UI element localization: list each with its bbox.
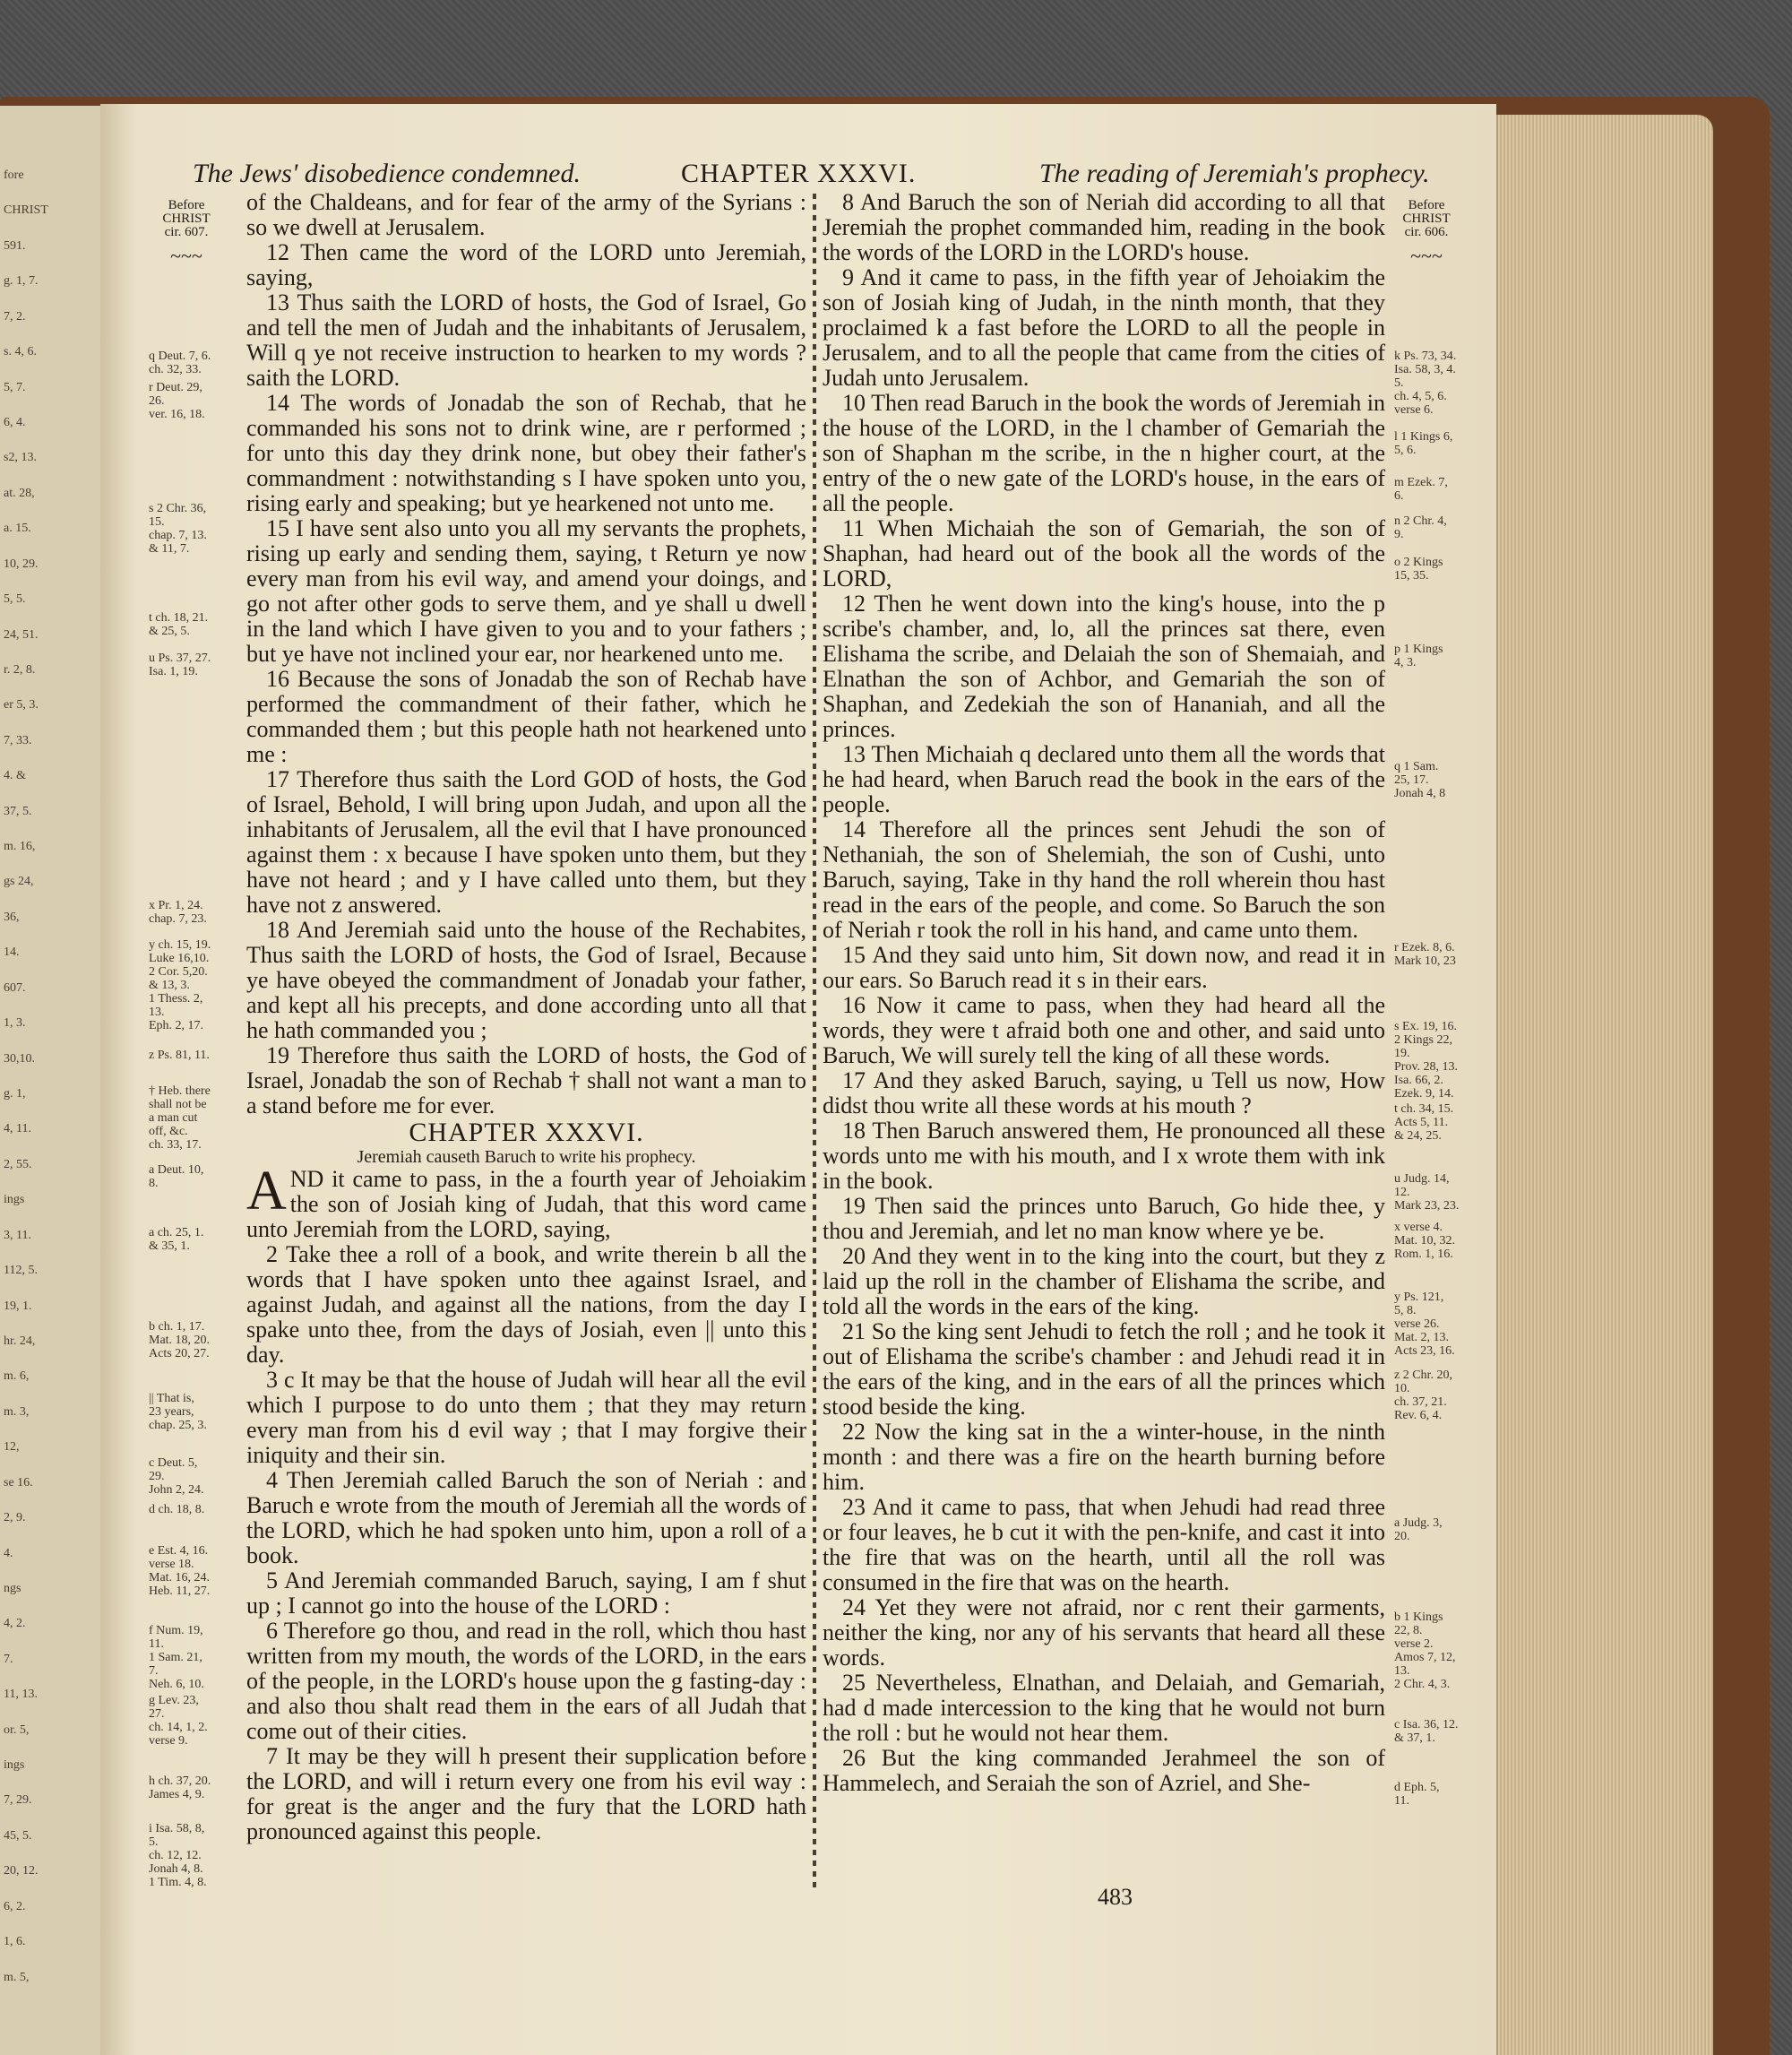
margin-reference: c Isa. 36, 12. & 37, 1. xyxy=(1394,1718,1459,1745)
margin-reference: l 1 Kings 6, 5, 6. xyxy=(1394,430,1453,457)
margin-reference: r Ezek. 8, 6. Mark 10, 23 xyxy=(1394,941,1456,968)
verse: 25 Nevertheless, Elnathan, and Delaiah, and Gemariah, had d made intercession to the king that he would not burn the roll : but he would not hear them. xyxy=(823,1670,1385,1746)
left-page-fragment: s2, 13. xyxy=(4,451,37,465)
verse: 11 When Michaiah the son of Gemariah, the son of Shaphan, had heard out of the book all the words of the LORD, xyxy=(823,515,1385,591)
verse: 14 The words of Jonadab the son of Rechab, that he commanded his sons not to drink wine, are r performed ; for unto this day they drink none, but obey their father's commandment : notwithstanding s I have spoken unto you, rising early and speaking; but ye hearkened not unto me. xyxy=(246,390,806,516)
flourish-ornament: ~~~ xyxy=(1410,245,1443,267)
margin-reference: a ch. 25, 1. & 35, 1. xyxy=(149,1226,204,1253)
verse: 16 Because the sons of Jonadab the son of Rechab have performed the commandment of their father, which he commanded them ; but this people hath not hearkened unto me : xyxy=(246,666,806,767)
left-page-fragment: 1, 6. xyxy=(4,1935,26,1949)
left-page-fragment: er 5, 3. xyxy=(4,698,39,712)
margin-reference: c Deut. 5, 29. John 2, 24. xyxy=(149,1456,204,1497)
verse-text: ND it came to pass, in the a fourth year of Jehoiakim the son of Josiah king of Judah, that this word came unto Jeremiah from the LORD, saying, xyxy=(246,1166,806,1242)
verse: 14 Therefore all the princes sent Jehudi the son of Nethaniah, the son of Shelemiah, the son of Cushi, unto Baruch, saying, Take in thy hand the roll wherein thou hast read in the ears of the people, and come. So Baruch the son of Neriah r took the roll in his hand, and came unto them. xyxy=(823,816,1385,943)
margin-reference: t ch. 34, 15. Acts 5, 11. & 24, 25. xyxy=(1394,1102,1454,1143)
left-page-fragment: ings xyxy=(4,1758,25,1773)
margin-head-christ: CHRIST xyxy=(162,212,211,226)
left-page-fragment: 6, 4. xyxy=(4,415,26,429)
verse: 2 Take thee a roll of a book, and write therein b all the words that I have spoken unto thee against Israel, and against Judah, and against all the nations, from the day I spake unto thee, from the days of Josiah, even || unto this day. xyxy=(246,1241,806,1368)
verse: 7 It may be they will h present their supplication before the LORD, and will i return every one from his evil way : for great is the anger and the fury that the LORD hath pronounced against this people. xyxy=(246,1743,806,1844)
margin-head-before: Before xyxy=(1408,198,1445,212)
verse: of the Chaldeans, and for fear of the army of the Syrians : so we dwell at Jerusalem. xyxy=(246,189,806,240)
left-page-fragment: 3, 11. xyxy=(4,1228,31,1242)
chapter-summary: Jeremiah causeth Baruch to write his prophecy. xyxy=(357,1147,696,1167)
margin-reference: p 1 Kings 4, 3. xyxy=(1394,643,1443,669)
margin-reference: † Heb. there shall not be a man cut off, &c. ch. 33, 17. xyxy=(149,1084,211,1152)
margin-reference: t ch. 18, 21. & 25, 5. xyxy=(149,611,209,638)
margin-reference: x Pr. 1, 24. chap. 7, 23. xyxy=(149,899,207,926)
margin-reference: e Est. 4, 16. verse 18. Mat. 16, 24. Heb. 11, 27. xyxy=(149,1544,211,1598)
left-page-fragment: 30,10. xyxy=(4,1051,35,1066)
margin-head-date: cir. 607. xyxy=(164,225,209,239)
left-page-fragment: 112, 5. xyxy=(4,1264,38,1278)
margin-reference: i Isa. 58, 8, 5. ch. 12, 12. Jonah 4, 8. 1 Tim. 4, 8. xyxy=(149,1822,207,1889)
left-page-fragment: 7, 33. xyxy=(4,733,32,747)
margin-reference: u Ps. 37, 27. Isa. 1, 19. xyxy=(149,652,211,678)
drop-cap: A xyxy=(246,1161,287,1222)
verse: 16 Now it came to pass, when they had heard all the words, they were t afraid both one and other, and said unto Baruch, We will surely tell the king of all these words. xyxy=(823,992,1385,1068)
left-page-fragment: 5, 7. xyxy=(4,380,26,394)
column-divider xyxy=(813,194,816,1887)
left-page-fragment: 1, 3. xyxy=(4,1016,26,1031)
margin-reference: m Ezek. 7, 6. xyxy=(1394,476,1448,503)
left-page-fragment: ings xyxy=(4,1193,25,1207)
verse: 12 Then came the word of the LORD unto Jeremiah, saying, xyxy=(246,239,806,290)
left-page-fragment: s. 4, 6. xyxy=(4,345,37,359)
left-page-fragment: gs 24, xyxy=(4,875,34,889)
left-page-fragment: 10, 29. xyxy=(4,557,39,571)
left-page-fragment: hr. 24, xyxy=(4,1334,36,1348)
margin-reference: d Eph. 5, 11. xyxy=(1394,1781,1440,1808)
verse: 4 Then Jeremiah called Baruch the son of Neriah : and Baruch e wrote from the mouth of Jeremiah all the words of the LORD, which he had spoken unto him, upon a roll of a book. xyxy=(246,1467,806,1568)
verse: 5 And Jeremiah commanded Baruch, saying, I am f shut up ; I cannot go into the house of the LORD : xyxy=(246,1567,806,1619)
left-page-fragment: at. 28, xyxy=(4,486,35,500)
left-page-fragment: m. 5, xyxy=(4,1970,30,1984)
margin-reference: z 2 Chr. 20, 10. ch. 37, 21. Rev. 6, 4. xyxy=(1394,1369,1452,1422)
margin-reference: s Ex. 19, 16. 2 Kings 22, 19. Prov. 28, 13. Isa. 66, 2. Ezek. 9, 14. xyxy=(1394,1020,1459,1101)
verse: 24 Yet they were not afraid, nor c rent their garments, neither the king, nor any of his servants that heard all these words. xyxy=(823,1594,1385,1671)
left-page-fragment: m. 16, xyxy=(4,840,36,854)
left-page-fragment: 7, 29. xyxy=(4,1793,32,1808)
margin-head-before: Before xyxy=(168,198,205,212)
margin-reference: a Judg. 3, 20. xyxy=(1394,1516,1443,1543)
verse: 9 And it came to pass, in the fifth year of Jehoiakim the son of Josiah king of Judah, in the ninth month, that they proclaimed k a fast before the LORD to all the people in Jerusalem, and to all the people that came from the cities of Judah unto Jerusalem. xyxy=(823,264,1385,391)
verse: 23 And it came to pass, that when Jehudi had read three or four leaves, he b cut it with the pen-knife, and cast it into the fire that was on the hearth, until all the roll was consumed in the fire that was on the hearth. xyxy=(823,1494,1385,1595)
verse: 10 Then read Baruch in the book the words of Jeremiah in the house of the LORD, in the l chamber of Gemariah the son of Shaphan m the scribe, in the n higher court, at the entry of the o new gate of the LORD's house, in the ears of all the people. xyxy=(823,390,1385,516)
left-page-fragment: 14. xyxy=(4,945,20,960)
left-page-fragment: 6, 2. xyxy=(4,1899,26,1913)
margin-head-right xyxy=(1391,199,1462,239)
text-column-right xyxy=(823,190,1385,1796)
header-center: CHAPTER XXXVI. xyxy=(681,159,917,188)
left-page-fragment: ngs xyxy=(4,1581,22,1595)
verse: 8 And Baruch the son of Neriah did according to all that Jeremiah the prophet commanded him, reading in the book the words of the LORD in the LORD's house. xyxy=(823,189,1385,265)
left-page-fragment: 591. xyxy=(4,238,26,253)
margin-reference: g Lev. 23, 27. ch. 14, 1, 2. verse 9. xyxy=(149,1694,208,1748)
page-number: 483 xyxy=(1098,1884,1133,1910)
verse: 20 And they went in to the king into the court, but they z laid up the roll in the chamber of Elishama the scribe, and told all the words in the ears of the king. xyxy=(823,1243,1385,1319)
margin-reference: s 2 Chr. 36, 15. chap. 7, 13. & 11, 7. xyxy=(149,502,207,556)
flourish-ornament: ~~~ xyxy=(170,245,202,267)
margin-reference: b ch. 1, 17. Mat. 18, 20. Acts 20, 27. xyxy=(149,1320,211,1360)
verse: 19 Then said the princes unto Baruch, Go hide thee, y thou and Jeremiah, and let no man know where ye be. xyxy=(823,1193,1385,1244)
left-page-fragment: 4, 2. xyxy=(4,1617,26,1631)
verse: 22 Now the king sat in the a winter-house, in the ninth month : and there was a fire on the hearth burning before him. xyxy=(823,1419,1385,1495)
margin-reference: r Deut. 29, 26. ver. 16, 18. xyxy=(149,381,205,421)
page-edges xyxy=(1496,115,1713,2055)
left-page-fragment: m. 6, xyxy=(4,1369,30,1384)
verse: 18 Then Baruch answered them, He pronounced all these words unto me with his mouth, and I x wrote them with ink in the book. xyxy=(823,1118,1385,1194)
left-page-fragment: 12, xyxy=(4,1440,20,1455)
margin-reference: u Judg. 14, 12. Mark 23, 23. xyxy=(1394,1172,1460,1213)
verse: 13 Thus saith the LORD of hosts, the God of Israel, Go and tell the men of Judah and the inhabitants of Jerusalem, Will q ye not receive instruction to hearken to my words ? saith the LORD. xyxy=(246,289,806,391)
margin-reference: h ch. 37, 20. James 4, 9. xyxy=(149,1774,211,1801)
verse: 15 I have sent also unto you all my servants the prophets, rising up early and sending them, saying, t Return ye now every man from his evil way, and amend your doings, and go not after other gods to serve them, and ye shall u dwell in the land which I have given to you and to your fathers ; but ye have not inclined your ear, nor hearkened unto me. xyxy=(246,515,806,667)
verse: 12 Then he went down into the king's house, into the p scribe's chamber, and, lo, all the princes sat there, even Elishama the scribe, and Delaiah the son of Shemaiah, and Elnathan the son of Achbor, and Gemariah the son of Shaphan, and Zedekiah the son of Hananiah, and all the princes. xyxy=(823,591,1385,742)
left-page-fragment: 19, 1. xyxy=(4,1299,32,1313)
margin-reference: z Ps. 81, 11. xyxy=(149,1049,210,1062)
left-page-fragment: 5, 5. xyxy=(4,592,26,607)
verse: 15 And they said unto him, Sit down now, and read it in our ears. So Baruch read it s in their ears. xyxy=(823,942,1385,993)
margin-reference: n 2 Chr. 4, 9. xyxy=(1394,514,1447,541)
margin-head-christ: CHRIST xyxy=(1402,212,1451,226)
left-page-fragment: 20, 12. xyxy=(4,1864,39,1878)
margin-reference: y ch. 15, 19. Luke 16,10. 2 Cor. 5,20. & 13, 3. 1 Thess. 2, 13. Eph. 2, 17. xyxy=(149,938,211,1032)
margin-reference: q Deut. 7, 6. ch. 32, 33. xyxy=(149,350,211,376)
left-page-fragment: 7, 2. xyxy=(4,309,26,324)
verse: 17 And they asked Baruch, saying, u Tell us now, How didst thou write all these words at his mouth ? xyxy=(823,1067,1385,1118)
left-page-fragment: or. 5, xyxy=(4,1723,30,1737)
verse: 21 So the king sent Jehudi to fetch the roll ; and he took it out of Elishama the scribe's chamber : and Jehudi read it in the ears of the king, and in the ears of all the princes which stood beside the king. xyxy=(823,1318,1385,1420)
left-page-fragment: g. 1, xyxy=(4,1087,26,1101)
margin-head-date: cir. 606. xyxy=(1404,225,1449,239)
left-page-fragment: 607. xyxy=(4,980,26,995)
left-page-fragment: m. 3, xyxy=(4,1404,30,1419)
left-page-fragment: 4, 11. xyxy=(4,1122,31,1136)
text-column-left xyxy=(246,190,806,1844)
margin-reference: b 1 Kings 22, 8. verse 2. Amos 7, 12, 13. 2 Chr. 4, 3. xyxy=(1394,1610,1456,1691)
margin-reference: f Num. 19, 11. 1 Sam. 21, 7. Neh. 6, 10. xyxy=(149,1624,204,1691)
verse: 26 But the king commanded Jerahmeel the son of Hammelech, and Seraiah the son of Azriel, and She- xyxy=(823,1745,1385,1796)
verse: 3 c It may be that the house of Judah will hear all the evil which I purpose to do unto them ; that they may return every man from his d evil way ; that I may forgive their iniquity and their sin. xyxy=(246,1367,806,1468)
left-page-fragment: 11, 13. xyxy=(4,1688,38,1702)
verse: 17 Therefore thus saith the Lord GOD of hosts, the God of Israel, Behold, I will bring upon Judah, and upon all the inhabitants of Jerusalem, all the evil that I have pronounced against them : x because I have spoken unto them, but they have not heard ; and y I have called unto them, but they have not z answered. xyxy=(246,766,806,918)
left-page-fragment: 7. xyxy=(4,1652,13,1666)
margin-reference: y Ps. 121, 5, 8. verse 26. Mat. 2, 13. Acts 23, 16. xyxy=(1394,1291,1455,1358)
margin-head-left xyxy=(151,199,222,239)
verse: 18 And Jeremiah said unto the house of the Rechabites, Thus saith the LORD of hosts, the God of Israel, Because ye have obeyed the commandment of Jonadab your father, and kept all his precepts, and done according unto all that he hath commanded you ; xyxy=(246,917,806,1043)
left-page-fragment: g. 1, 7. xyxy=(4,274,39,289)
verse: 13 Then Michaiah q declared unto them all the words that he had heard, when Baruch read the book in the ears of the people. xyxy=(823,741,1385,817)
left-page-fragment: fore xyxy=(4,168,24,182)
verse-first xyxy=(246,1161,806,1242)
left-page-fragment: se 16. xyxy=(4,1475,33,1489)
margin-reference: || That is, 23 years, chap. 25, 3. xyxy=(149,1392,207,1432)
left-page-fragment: 36, xyxy=(4,910,20,924)
left-page-fragment: 2, 55. xyxy=(4,1157,32,1171)
margin-reference: a Deut. 10, 8. xyxy=(149,1163,204,1190)
left-page-edge xyxy=(0,106,103,2055)
margin-reference: x verse 4. Mat. 10, 32. Rom. 1, 16. xyxy=(1394,1221,1456,1261)
header-left: The Jews' disobedience condemned. xyxy=(193,159,581,188)
left-page-fragment: 24, 51. xyxy=(4,627,39,642)
verse: 6 Therefore go thou, and read in the roll, which thou hast written from my mouth, the words of the LORD, in the ears of the people, in the LORD's house upon the g fasting-day : and also thou shalt read them in the ears of all Judah that come out of their cities. xyxy=(246,1618,806,1744)
left-page-fragment: 45, 5. xyxy=(4,1828,32,1843)
chapter-heading: CHAPTER XXXVI. xyxy=(409,1118,644,1147)
left-page-fragment: r. 2, 8. xyxy=(4,662,36,677)
left-page-fragment: 4. xyxy=(4,1546,13,1560)
left-page-fragment: 37, 5. xyxy=(4,804,32,818)
header-right: The reading of Jeremiah's prophecy. xyxy=(1039,159,1430,188)
left-page-fragment: a. 15. xyxy=(4,522,31,536)
margin-reference: q 1 Sam. 25, 17. Jonah 4, 8 xyxy=(1394,760,1446,800)
left-page-fragment: 2, 9. xyxy=(4,1511,26,1525)
margin-reference: o 2 Kings 15, 35. xyxy=(1394,556,1443,583)
verse: 19 Therefore thus saith the LORD of hosts, the God of Israel, Jonadab the son of Rechab † shall not want a man to a stand before me for ever. xyxy=(246,1042,806,1118)
left-page-fragment: 4. & xyxy=(4,769,26,783)
margin-reference: k Ps. 73, 34. Isa. 58, 3, 4. 5. ch. 4, 5, 6. verse 6. xyxy=(1394,350,1457,417)
left-page-fragment: CHRIST xyxy=(4,203,48,218)
margin-reference: d ch. 18, 8. xyxy=(149,1503,205,1516)
